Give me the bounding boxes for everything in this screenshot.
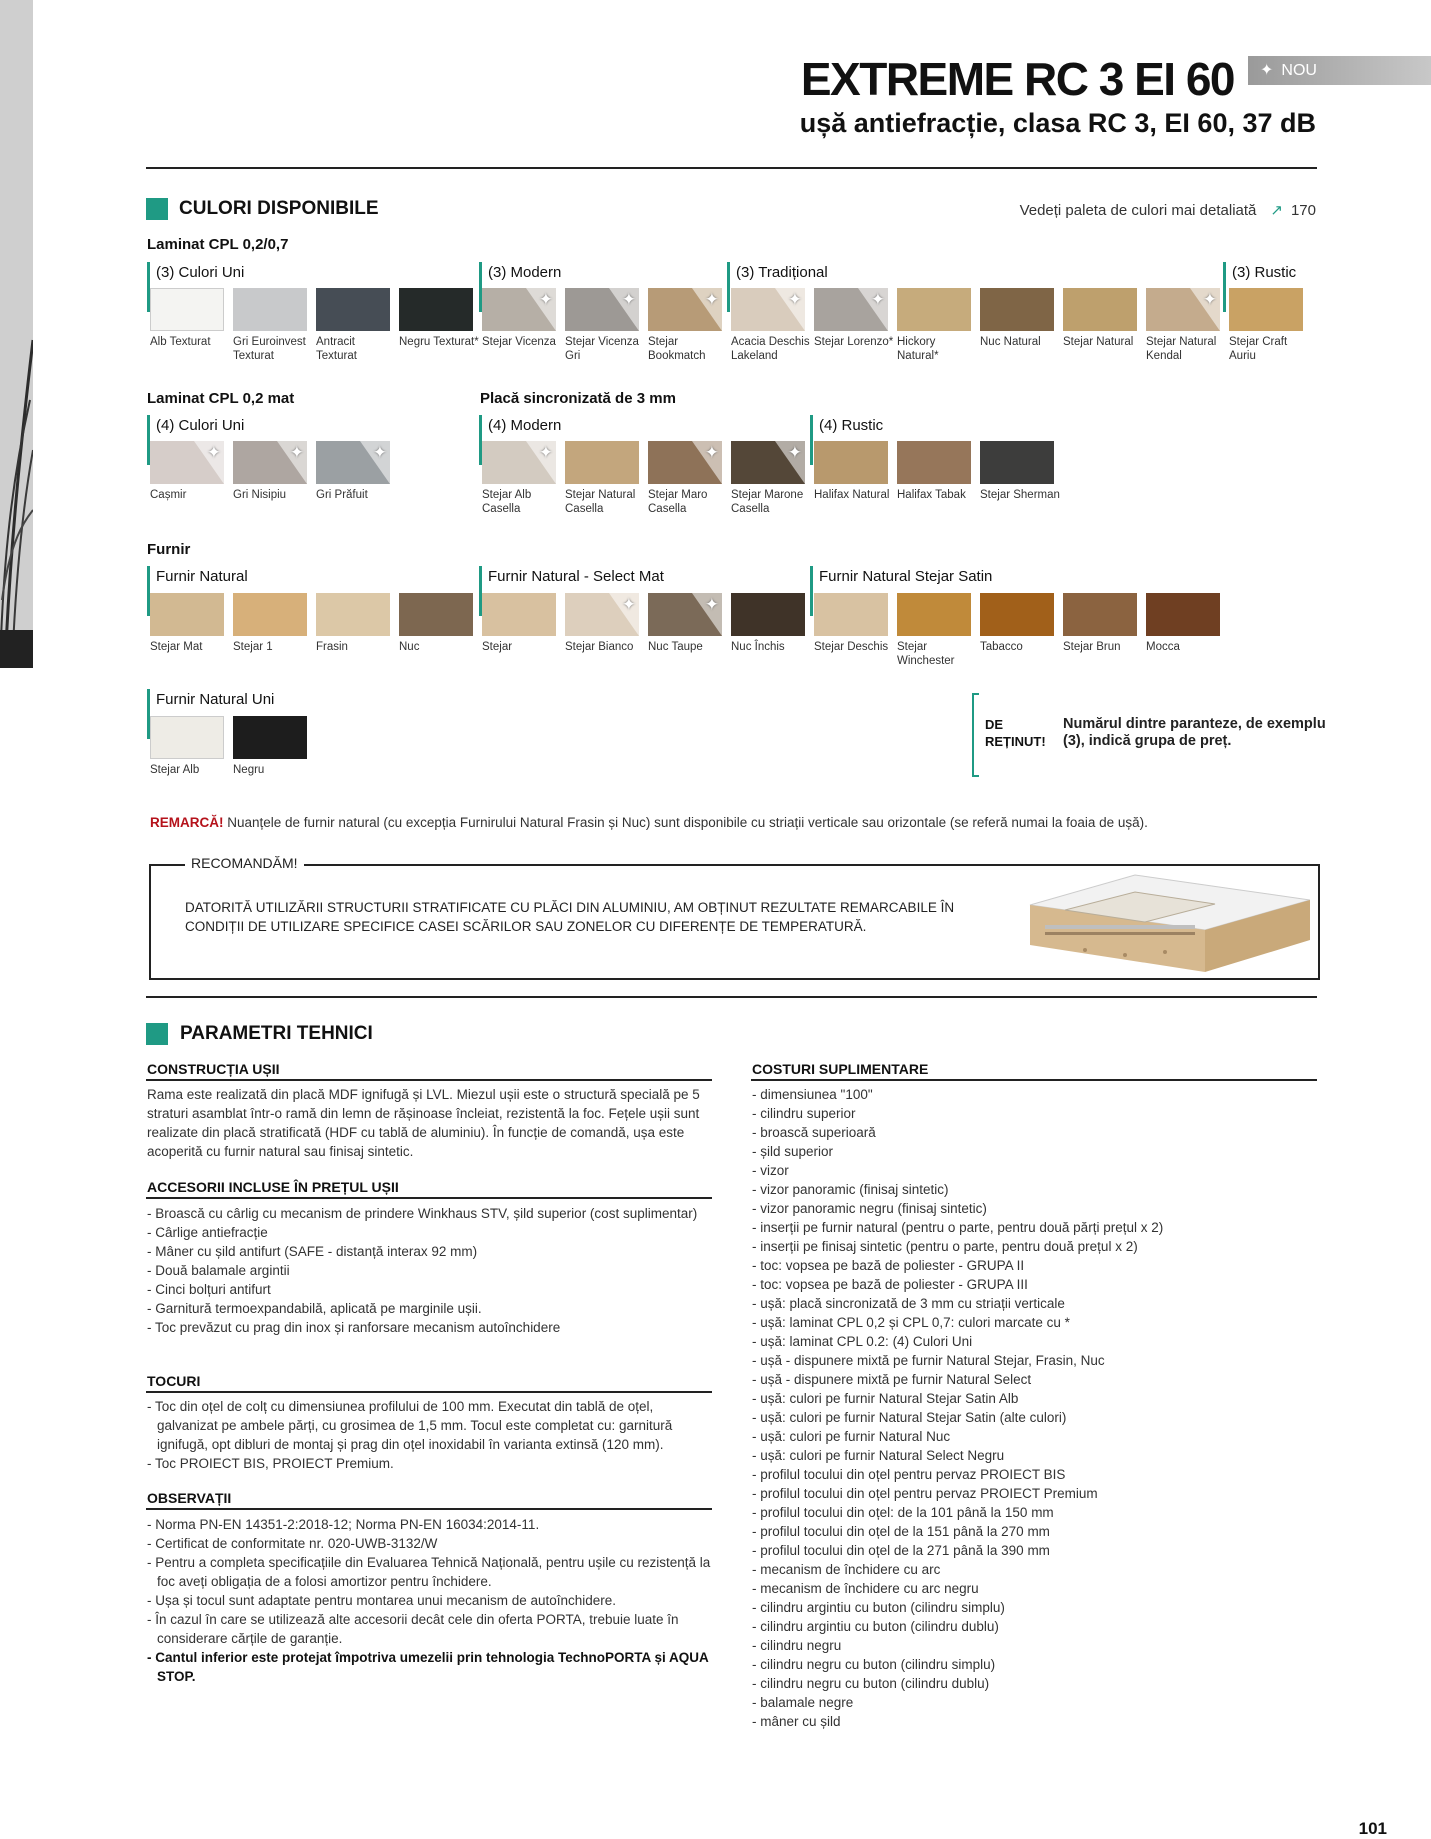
color-swatch xyxy=(1063,288,1137,331)
color-swatch xyxy=(482,441,556,484)
swatch-label: Stejar xyxy=(482,641,513,653)
sparkle-icon: ✦ xyxy=(1202,290,1217,309)
swatch-label: Stejar Alb Casella xyxy=(482,489,532,515)
list-item: - toc: vopsea pe bază de poliester - GRUPA III xyxy=(752,1277,1028,1292)
list-item: - Mâner cu șild antifurt (SAFE - distanță interax 92 mm) xyxy=(147,1244,478,1259)
swatch-label: Stejar Sherman xyxy=(980,489,1060,501)
observatii-list xyxy=(147,1515,712,1686)
list-item: - ușă - dispunere mixtă pe furnir Natural Select xyxy=(752,1372,1032,1387)
color-swatch xyxy=(150,288,224,331)
list-item: - dimensiunea "100" xyxy=(752,1087,873,1102)
list-item: - Norma PN-EN 14351-2:2018-12; Norma PN-EN 16034:2014-11. xyxy=(147,1517,540,1532)
swatch-label: Tabacco xyxy=(980,641,1023,653)
swatch-label: Stejar Maro Casella xyxy=(648,489,708,515)
color-swatch xyxy=(399,593,473,636)
swatch-label: Gri Nisipiu xyxy=(233,489,287,501)
list-item: - ușă: culori pe furnir Natural Nuc xyxy=(752,1429,951,1444)
remember-text: Numărul dintre paranteze, de exemplu (3), indică grupa de preț. xyxy=(1063,716,1326,749)
sparkle-icon: ✦ xyxy=(704,595,719,614)
swatch-label: Stejar Vicenza xyxy=(482,336,556,348)
color-swatch xyxy=(1229,288,1303,331)
color-swatch xyxy=(233,593,307,636)
list-item: - ușă: laminat CPL 0,2 și CPL 0,7: culori marcate cu * xyxy=(752,1315,1070,1330)
color-swatch xyxy=(316,593,390,636)
list-item: - cilindru argintiu cu buton (cilindru dublu) xyxy=(752,1619,999,1634)
recommend-text: DATORITĂ UTILIZĂRII STRUCTURII STRATIFICATE CU PLĂCI DIN ALUMINIU, AM OBȚINUT REZULTATE REMARCABILE ÎN CONDIȚII DE UTILIZARE SPECIFICE CASEI SCĂRILOR SAU ZONELOR CU DIFERENȚE DE TEMPERATURĂ. xyxy=(185,900,955,934)
list-item: - inserții pe finisaj sintetic (pentru o parte, pentru două prețul x 2) xyxy=(752,1239,1138,1254)
list-item: - cilindru argintiu cu buton (cilindru simplu) xyxy=(752,1600,1005,1615)
list-item: - Certificat de conformitate nr. 020-UWB-3132/W xyxy=(147,1536,438,1551)
swatch-label: Nuc Natural xyxy=(980,336,1041,348)
sparkle-icon: ✦ xyxy=(870,290,885,309)
color-swatch xyxy=(150,716,224,759)
group-culori-uni-4: (4) Culori Uni xyxy=(147,415,244,465)
swatch-label: Stejar Bookmatch xyxy=(648,336,706,362)
list-item: - ușă: culori pe furnir Natural Select Negru xyxy=(752,1448,1005,1463)
accesorii-list xyxy=(147,1204,707,1337)
swatch-label: Stejar Brun xyxy=(1063,641,1121,653)
sparkle-icon: ✦ xyxy=(372,443,387,462)
list-item: - În cazul în care se utilizează alte accesorii decât cele din oferta PORTA, trebuie luate în considerare cărțile de garanție. xyxy=(147,1612,679,1646)
swatch-label: Acacia Deschis Lakeland xyxy=(731,336,810,362)
color-swatch xyxy=(233,441,307,484)
color-swatch xyxy=(814,593,888,636)
swatch-label: Nuc xyxy=(399,641,420,653)
swatch-label: Mocca xyxy=(1146,641,1180,653)
swatch-label: Frasin xyxy=(316,641,348,653)
door-layers-illustration xyxy=(1025,870,1310,972)
palette-link[interactable] xyxy=(1020,201,1316,219)
swatch-label: Negru xyxy=(233,764,265,776)
section-marker xyxy=(146,1023,168,1045)
remember-bracket xyxy=(972,693,979,777)
column-rule xyxy=(146,1508,712,1510)
laminat-mat-title: Laminat CPL 0,2 mat xyxy=(147,390,295,407)
list-item: - Toc PROIECT BIS, PROIECT Premium. xyxy=(147,1456,394,1471)
list-item: - profilul tocului din oțel: de la 101 până la 150 mm xyxy=(752,1505,1054,1520)
list-item: - ușă: laminat CPL 0.2: (4) Culori Uni xyxy=(752,1334,973,1349)
list-item: - Broască cu cârlig cu mecanism de prindere Winkhaus STV, șild superior (cost suplimentar) xyxy=(147,1206,698,1221)
list-item: - Toc prevăzut cu prag din inox și ranforsare mecanism autoînchidere xyxy=(147,1320,561,1335)
list-item: - vizor xyxy=(752,1163,789,1178)
remark xyxy=(150,815,1148,830)
list-item: - ușă: placă sincronizată de 3 mm cu striații verticale xyxy=(752,1296,1065,1311)
list-item: - mecanism de închidere cu arc negru xyxy=(752,1581,979,1596)
recommend-title: RECOMANDĂM! xyxy=(185,855,304,871)
swatch-label: Stejar Natural Casella xyxy=(565,489,636,515)
swatch-label: Cașmir xyxy=(150,489,187,501)
color-swatch xyxy=(316,441,390,484)
group-furnir-natural: Furnir Natural xyxy=(147,566,248,616)
header-divider xyxy=(146,167,1317,169)
list-item: - cilindru superior xyxy=(752,1106,856,1121)
tech-section-title: PARAMETRI TEHNICI xyxy=(180,1023,373,1044)
color-swatch xyxy=(980,288,1054,331)
group-rustic-4: (4) Rustic xyxy=(810,415,883,465)
list-item: - Pentru a completa specificațiile din Evaluarea Tehnică Națională, pentru ușile cu rezistență la foc aveți obligația de a folosi amortizor pentru închidere. xyxy=(147,1555,711,1589)
swatch-label: Nuc Taupe xyxy=(648,641,703,653)
color-swatch xyxy=(150,441,224,484)
remark-text: Nuanțele de furnir natural (cu excepția Furnirului Natural Frasin și Nuc) sunt disponibile cu striații verticale sau orizontale (se referă numai la foaia de ușă). xyxy=(223,815,1148,830)
tocuri-title: TOCURI xyxy=(147,1373,201,1389)
group-modern-4: (4) Modern xyxy=(479,415,561,465)
furnir-title: Furnir xyxy=(147,541,191,558)
color-swatch xyxy=(565,288,639,331)
swatch-label: Antracit Texturat xyxy=(316,336,357,362)
column-rule xyxy=(751,1079,1317,1081)
swatch-label: Gri Euroinvest Texturat xyxy=(233,336,306,362)
list-item: - profilul tocului din oțel pentru pervaz PROIECT Premium xyxy=(752,1486,1098,1501)
column-rule xyxy=(146,1079,712,1081)
color-swatch xyxy=(980,441,1054,484)
list-item: - mecanism de închidere cu arc xyxy=(752,1562,941,1577)
swatch-label: Stejar Lorenzo* xyxy=(814,336,894,348)
sparkle-icon: ✦ xyxy=(289,443,304,462)
swatch-label: Stejar Natural xyxy=(1063,336,1134,348)
color-swatch xyxy=(897,441,971,484)
swatch-label: Stejar Bianco xyxy=(565,641,634,653)
swatch-label: Stejar Mat xyxy=(150,641,203,653)
color-swatch xyxy=(482,288,556,331)
badge-label: NOU xyxy=(1281,62,1317,79)
swatch-label: Stejar Natural Kendal xyxy=(1146,336,1217,362)
list-item: - ușă - dispunere mixtă pe furnir Natural Stejar, Frasin, Nuc xyxy=(752,1353,1105,1368)
color-swatch xyxy=(814,441,888,484)
list-item: - Două balamale argintii xyxy=(147,1263,290,1278)
list-item: - inserții pe furnir natural (pentru o parte, pentru două părți prețul x 2) xyxy=(752,1220,1164,1235)
sparkle-icon: ✦ xyxy=(206,443,221,462)
sparkle-icon: ✦ xyxy=(704,290,719,309)
section-divider xyxy=(146,996,1317,998)
page-number: 101 xyxy=(1358,1819,1387,1838)
color-swatch xyxy=(897,288,971,331)
group-traditional: (3) Tradițional xyxy=(727,262,828,312)
color-swatch xyxy=(1146,288,1220,331)
group-modern: (3) Modern xyxy=(479,262,561,312)
list-item: - ușă: culori pe furnir Natural Stejar Satin (alte culori) xyxy=(752,1410,1067,1425)
list-item-bold: - Cantul inferior este protejat împotriva umezelii prin tehnologia TechnoPORTA și AQUA STOP. xyxy=(147,1650,709,1684)
sparkle-icon: ✦ xyxy=(538,290,553,309)
constructie-text: Rama este realizată din placă MDF ignifugă și LVL. Miezul ușii este o structură specială pe 5 straturi asamblat într-o ramă din lemn de rășinoase încleiat, rezistentă la foc. Fețele ușii sunt realizate din placă stratificată (HDF cu tablă de aluminiu). În funcție de comandă, ușa este acoperită cu furnir natural sau finisaj sintetic. xyxy=(147,1087,700,1159)
costuri-list xyxy=(752,1085,1317,1731)
product-subtitle: ușă antiefracție, clasa RC 3, EI 60, 37 dB xyxy=(799,108,1316,138)
list-item: - cilindru negru cu buton (cilindru dublu) xyxy=(752,1676,990,1691)
group-furnir-satin: Furnir Natural Stejar Satin xyxy=(810,566,992,616)
color-swatch xyxy=(233,288,307,331)
list-item: - mâner cu șild xyxy=(752,1714,841,1729)
swatch-label: Alb Texturat xyxy=(150,336,211,348)
list-item: - Ușa și tocul sunt adaptate pentru montarea unui mecanism de autoînchidere. xyxy=(147,1593,617,1608)
list-item: - Cârlige antiefracție xyxy=(147,1225,268,1240)
color-swatch xyxy=(399,288,473,331)
palette-link-text: Vedeți paleta de culori mai detaliată xyxy=(1019,202,1257,219)
remember-label: DE REȚINUT! xyxy=(985,717,1046,749)
color-swatch xyxy=(731,593,805,636)
costuri-title: COSTURI SUPLIMENTARE xyxy=(752,1061,929,1077)
swatch-label: Stejar Vicenza Gri xyxy=(565,336,639,362)
group-culori-uni: (3) Culori Uni xyxy=(147,262,244,312)
group-furnir-select: Furnir Natural - Select Mat xyxy=(479,566,664,616)
swatch-label: Nuc Închis xyxy=(731,641,785,653)
sparkle-icon: ✦ xyxy=(621,595,636,614)
swatch-label: Negru Texturat* xyxy=(399,336,479,348)
column-rule xyxy=(146,1197,712,1199)
list-item: - vizor panoramic negru (finisaj sintetic) xyxy=(752,1201,987,1216)
observatii-title: OBSERVAȚII xyxy=(147,1490,232,1506)
sparkle-icon: ✦ xyxy=(704,443,719,462)
swatch-label: Halifax Natural xyxy=(814,489,890,501)
tocuri-list xyxy=(147,1397,707,1473)
list-item: - șild superior xyxy=(752,1144,834,1159)
section-marker xyxy=(146,198,168,220)
list-item: - vizor panoramic (finisaj sintetic) xyxy=(752,1182,949,1197)
list-item: - profilul tocului din oțel de la 151 până la 270 mm xyxy=(752,1524,1050,1539)
list-item: - Garnitură termoexpandabilă, aplicată pe marginile ușii. xyxy=(147,1301,482,1316)
list-item: - toc: vopsea pe bază de poliester - GRUPA II xyxy=(752,1258,1025,1273)
swatch-label: Stejar 1 xyxy=(233,641,273,653)
list-item: - ușă: culori pe furnir Natural Stejar Satin Alb xyxy=(752,1391,1019,1406)
color-swatch xyxy=(1146,593,1220,636)
color-swatch xyxy=(648,593,722,636)
list-item: - cilindru negru cu buton (cilindru simplu) xyxy=(752,1657,996,1672)
group-rustic: (3) Rustic xyxy=(1223,262,1296,312)
swatch-label: Hickory Natural* xyxy=(897,336,939,362)
list-item: - Cinci bolțuri antifurt xyxy=(147,1282,271,1297)
color-swatch xyxy=(648,288,722,331)
color-swatch xyxy=(233,716,307,759)
list-item: - profilul tocului din oțel pentru pervaz PROIECT BIS xyxy=(752,1467,1066,1482)
list-item: - Toc din oțel de colț cu dimensiunea profilului de 100 mm. Executat din tablă de oțel, galvanizat pe ambele părți, cu grosimea de 1,5 mm. Tocul este completat cu: garnitură ignifugă, opt dibluri de montaj și prag din oțel inoxidabil în varianta extinsă (120 mm). xyxy=(147,1399,673,1452)
colors-section-title: CULORI DISPONIBILE xyxy=(179,198,379,219)
color-swatch xyxy=(1063,593,1137,636)
group-furnir-uni: Furnir Natural Uni xyxy=(147,689,274,739)
laminat-title: Laminat CPL 0,2/0,7 xyxy=(147,236,289,253)
color-swatch xyxy=(897,593,971,636)
plant-image xyxy=(0,300,33,668)
color-swatch xyxy=(565,593,639,636)
sparkle-icon: ✦ xyxy=(621,290,636,309)
list-item: - profilul tocului din oțel de la 271 până la 390 mm xyxy=(752,1543,1050,1558)
list-item: - balamale negre xyxy=(752,1695,854,1710)
placa-title: Placă sincronizată de 3 mm xyxy=(480,390,676,407)
remark-label: REMARCĂ! xyxy=(150,815,224,830)
list-item: - cilindru negru xyxy=(752,1638,842,1653)
swatch-label: Gri Prăfuit xyxy=(316,489,368,501)
sparkle-icon: ✦ xyxy=(787,290,802,309)
palette-page: 170 xyxy=(1290,202,1316,219)
swatch-label: Stejar Alb xyxy=(150,764,200,776)
color-swatch xyxy=(814,288,888,331)
arrow-icon: ↗ xyxy=(1270,202,1283,219)
swatch-label: Stejar Deschis xyxy=(814,641,889,653)
new-badge xyxy=(1248,56,1431,85)
constructie-title: CONSTRUCȚIA UȘII xyxy=(147,1061,280,1077)
color-swatch xyxy=(648,441,722,484)
sparkle-icon: ✦ xyxy=(538,443,553,462)
sparkle-icon: ✦ xyxy=(787,443,802,462)
swatch-label: Halifax Tabak xyxy=(897,489,966,501)
color-swatch xyxy=(565,441,639,484)
color-swatch xyxy=(150,593,224,636)
list-item: - broască superioară xyxy=(752,1125,876,1140)
color-swatch xyxy=(731,288,805,331)
column-rule xyxy=(146,1391,712,1393)
product-title: EXTREME RC 3 EI 60 xyxy=(800,53,1234,105)
swatch-label: Stejar Craft Auriu xyxy=(1229,336,1288,362)
color-swatch xyxy=(731,441,805,484)
color-swatch xyxy=(316,288,390,331)
sparkle-icon: ✦ xyxy=(1260,62,1274,79)
color-swatch xyxy=(980,593,1054,636)
accesorii-title: ACCESORII INCLUSE ÎN PREȚUL UȘII xyxy=(147,1179,399,1195)
swatch-label: Stejar Winchester xyxy=(897,641,955,667)
swatch-label: Stejar Marone Casella xyxy=(731,489,804,515)
color-swatch xyxy=(482,593,556,636)
